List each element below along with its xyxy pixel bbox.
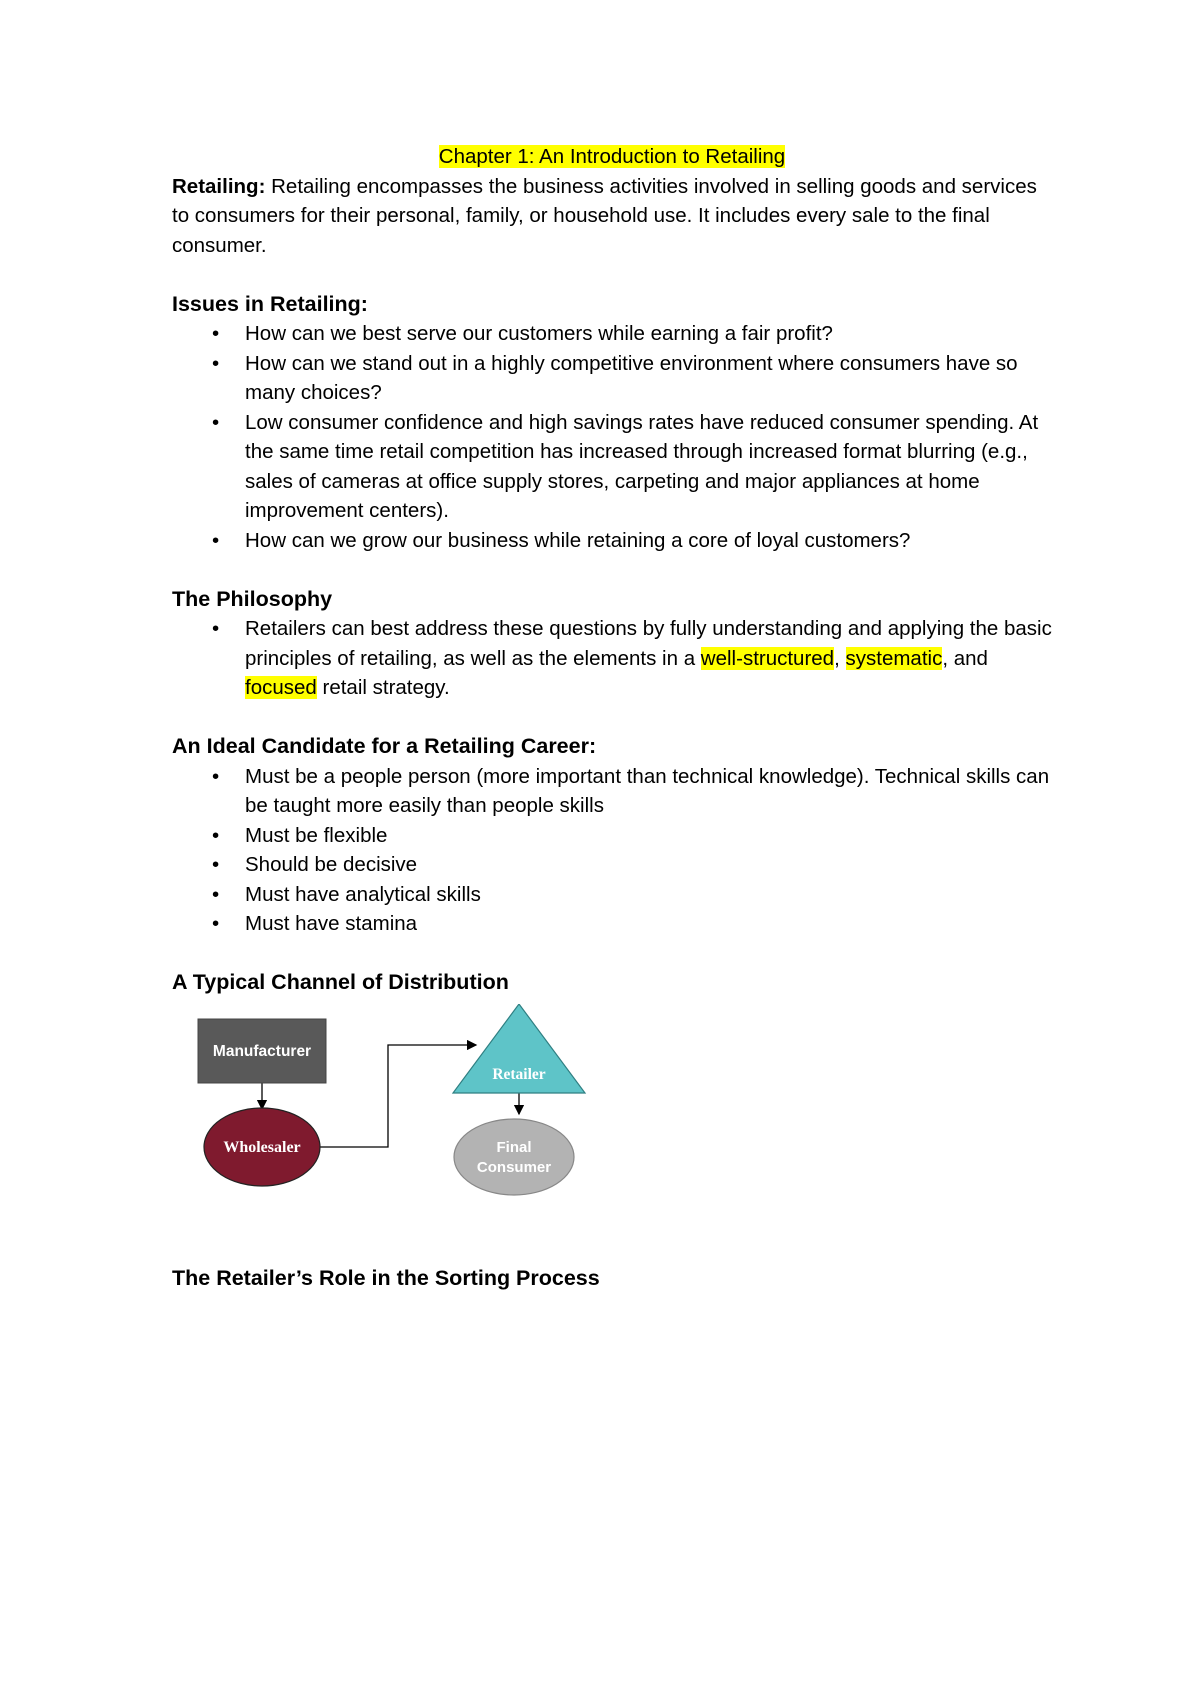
list-item: • Retailers can best address these questions by fully understanding and applying the basic principles of retailing, as well as the elements in a well-structured, systematic, and focused retail strategy. bbox=[172, 614, 1052, 703]
chapter-title: Chapter 1: An Introduction to Retailing bbox=[438, 145, 786, 168]
list-item: • Must have analytical skills bbox=[172, 880, 1052, 910]
final-consumer-label-line2: Consumer bbox=[476, 1158, 552, 1176]
channel-heading: A Typical Channel of Distribution bbox=[172, 970, 509, 994]
bullet-icon: • bbox=[212, 823, 220, 847]
list-item: • How can we stand out in a highly competitive environment where consumers have so many choices? bbox=[172, 349, 1052, 408]
retailing-term: Retailing: bbox=[172, 174, 266, 198]
bullet-icon: • bbox=[212, 912, 220, 935]
career-list bbox=[172, 762, 1052, 939]
distribution-channel-diagram bbox=[172, 1004, 1052, 1224]
bullet-icon: • bbox=[212, 410, 220, 434]
bullet-icon: • bbox=[212, 617, 220, 640]
sorting-heading: The Retailer’s Role in the Sorting Process bbox=[172, 1265, 600, 1290]
document-content bbox=[172, 142, 1052, 1293]
bullet-icon: • bbox=[212, 882, 220, 906]
retailer-label: Retailer bbox=[492, 1065, 546, 1083]
manufacturer-label: Manufacturer bbox=[212, 1042, 312, 1060]
list-item: • Low consumer confidence and high savings rates have reduced consumer spending. At the same time retail competition has increased through increased format blurring (e.g., sales of cameras at office supply stores, carpeting and major appliances at home improvement centers). bbox=[172, 408, 1052, 526]
list-item: • How can we best serve our customers while earning a fair profit? bbox=[172, 319, 1052, 349]
philosophy-heading: The Philosophy bbox=[172, 586, 333, 611]
bullet-icon: • bbox=[212, 853, 220, 876]
list-item: • How can we grow our business while retaining a core of loyal customers? bbox=[172, 526, 1052, 556]
bullet-icon: • bbox=[212, 764, 220, 788]
list-item: • Must have stamina bbox=[172, 909, 1052, 939]
highlight-well-structured: well-structured bbox=[700, 646, 835, 670]
retailing-definition bbox=[172, 172, 1052, 261]
highlight-systematic: systematic bbox=[845, 646, 943, 670]
issues-heading: Issues in Retailing: bbox=[172, 291, 368, 316]
issues-list bbox=[172, 319, 1052, 555]
final-consumer-label-line1: Final bbox=[496, 1138, 532, 1156]
bullet-icon: • bbox=[212, 322, 220, 345]
highlight-focused: focused bbox=[245, 676, 317, 699]
wholesaler-label: Wholesaler bbox=[223, 1138, 301, 1156]
list-item: • Must be a people person (more important than technical knowledge). Technical skills can be taught more easily than people skills bbox=[172, 762, 1052, 821]
career-heading: An Ideal Candidate for a Retailing Career: bbox=[172, 734, 597, 758]
bullet-icon: • bbox=[212, 351, 220, 375]
retailing-definition-text: Retailing encompasses the business activities involved in selling goods and services to consumers for their personal, family, or household use. It includes every sale to the final consumer. bbox=[172, 174, 1037, 257]
bullet-icon: • bbox=[212, 528, 220, 552]
philosophy-list bbox=[172, 614, 1052, 703]
list-item: • Should be decisive bbox=[172, 850, 1052, 880]
final-consumer-ellipse bbox=[454, 1119, 574, 1195]
list-item: • Must be flexible bbox=[172, 821, 1052, 851]
wholesaler-to-retailer-arrow bbox=[320, 1045, 476, 1147]
